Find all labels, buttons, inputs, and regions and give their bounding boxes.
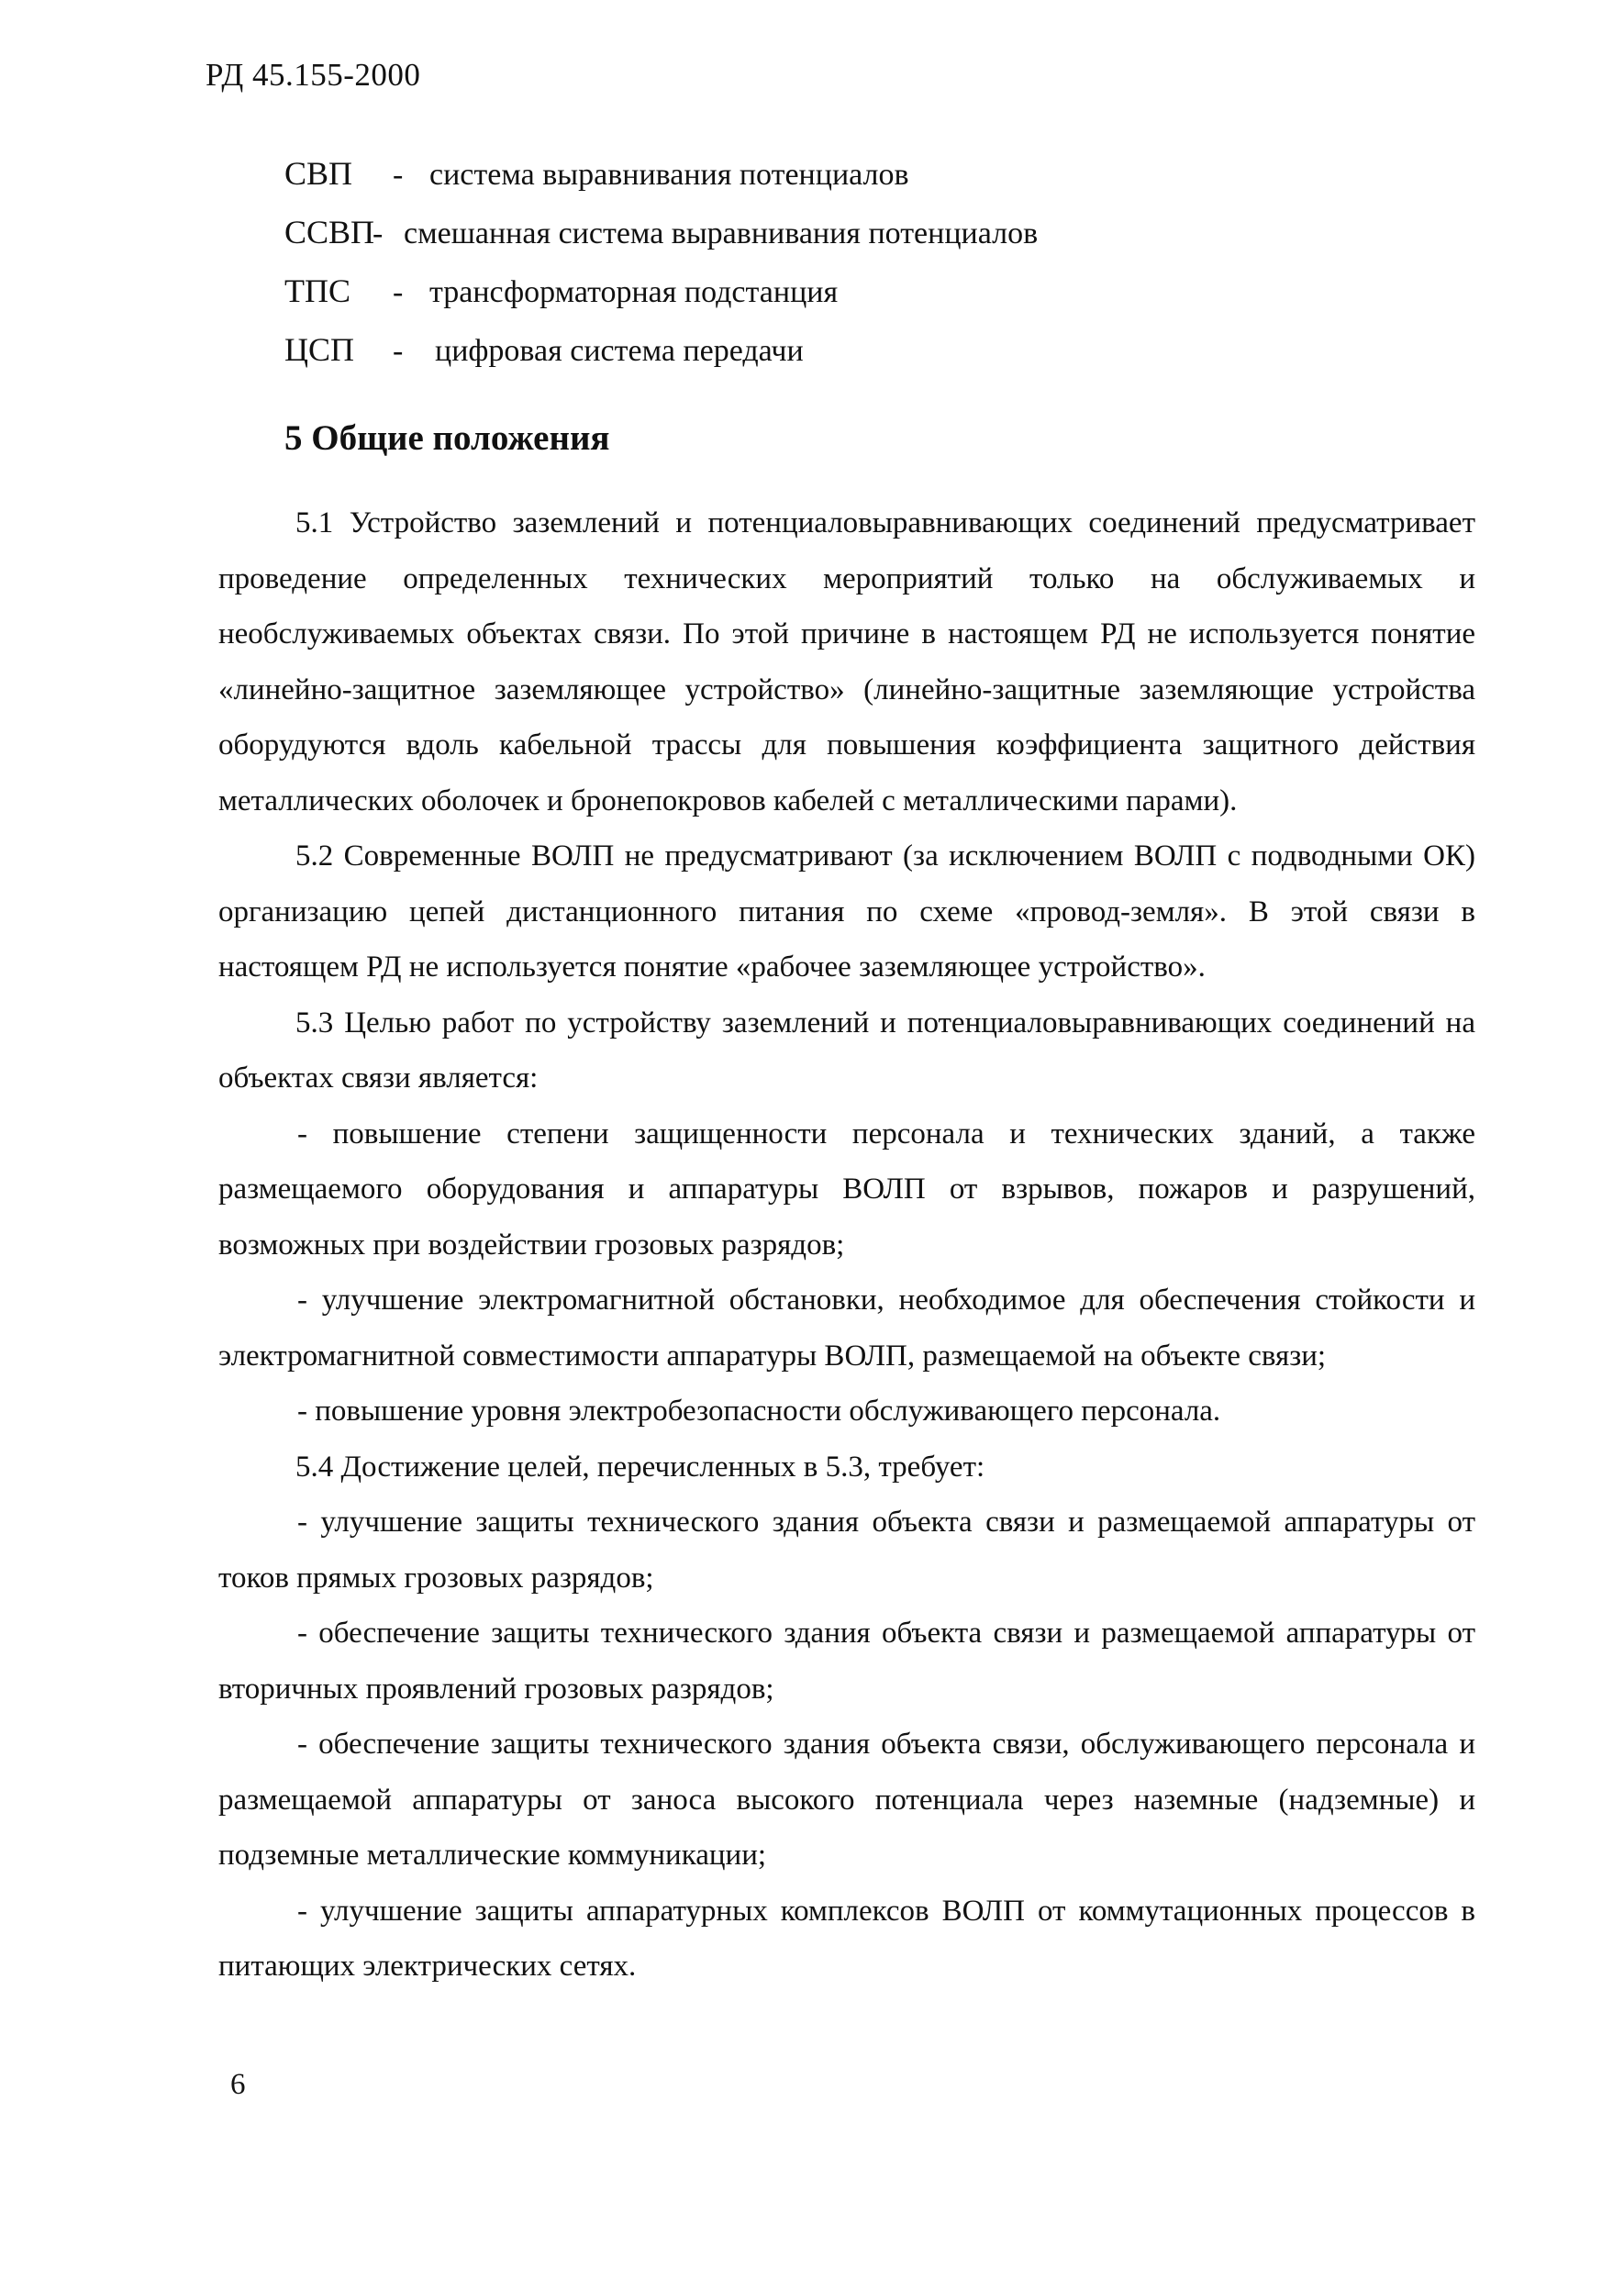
page-number: 6 bbox=[230, 2068, 246, 2101]
document-header: РД 45.155-2000 bbox=[206, 57, 421, 93]
paragraph-5-3: 5.3 Целью работ по устройству заземлений и потенциаловыравнивающих соединений на объектах связи является: bbox=[218, 1006, 1475, 1095]
abbreviation-separator: - bbox=[393, 275, 404, 309]
abbreviation-definition: система выравнивания потенциалов bbox=[429, 158, 909, 192]
paragraph-5-4: 5.4 Достижение целей, перечисленных в 5.3, требует: bbox=[295, 1450, 985, 1484]
list-item: - улучшение защиты аппаратурных комплексов ВОЛП от коммутационных процессов в питающих электрических сетях. bbox=[218, 1894, 1475, 1983]
abbreviation-row bbox=[284, 330, 1477, 389]
abbreviation-definition: цифровая система передачи bbox=[435, 334, 804, 368]
paragraph-5-1: 5.1 Устройство заземлений и потенциаловыравнивающих соединений предусматривает проведение определенных технических мероприятий только на обслуживаемых и необслуживаемых объектах связи. По этой причине в настоящем РД не используется понятие «линейно-защитное заземляющее устройство» (линейно-защитные заземляющие устройства оборудуются вдоль кабельной трассы для повышения коэффициента защитного действия металлических оболочек и бронепокровов кабелей с металлическими парами). bbox=[218, 506, 1475, 817]
list-item: - повышение степени защищенности персонала и технических зданий, а также размещаемого оборудования и аппаратуры ВОЛП от взрывов, пожаров и разрушений, возможных при воздействии грозовых разрядов; bbox=[218, 1117, 1475, 1262]
list-item: - улучшение электромагнитной обстановки, необходимое для обеспечения стойкости и электромагнитной совместимости аппаратуры ВОЛП, размещаемой на объекте связи; bbox=[218, 1284, 1475, 1373]
abbreviation-row bbox=[284, 272, 1477, 330]
abbreviation-row bbox=[284, 213, 1477, 272]
abbreviation-separator: - bbox=[393, 158, 404, 192]
paragraph-5-2: 5.2 Современные ВОЛП не предусматривают (за исключением ВОЛП с подводными ОК) организацию цепей дистанционного питания по схеме «провод-земля». В этой связи в настоящем РД не используется понятие «рабочее заземляющее устройство». bbox=[218, 839, 1475, 984]
abbreviation-definition: трансформаторная подстанция bbox=[429, 275, 839, 309]
abbreviation-term: ЦСП bbox=[284, 331, 355, 368]
list-item: - улучшение защиты технического здания объекта связи и размещаемой аппаратуры от токов прямых грозовых разрядов; bbox=[218, 1506, 1475, 1595]
abbreviation-separator: - bbox=[373, 217, 384, 250]
abbreviation-separator: - bbox=[393, 334, 404, 368]
abbreviation-definition: смешанная система выравнивания потенциалов bbox=[404, 217, 1039, 250]
list-item: - обеспечение защиты технического здания объекта связи и размещаемой аппаратуры от вторичных проявлений грозовых разрядов; bbox=[218, 1617, 1475, 1706]
abbreviation-list bbox=[284, 154, 1477, 389]
abbreviation-term: ТПС bbox=[284, 272, 350, 309]
body-text bbox=[218, 495, 1475, 1995]
abbreviation-term: СВП bbox=[284, 155, 353, 192]
list-item: - повышение уровня электробезопасности обслуживающего персонала. bbox=[297, 1395, 1221, 1428]
list-item: - обеспечение защиты технического здания объекта связи, обслуживающего персонала и размещаемой аппаратуры от заноса высокого потенциала через наземные (надземные) и подземные металлические коммуникации; bbox=[218, 1728, 1475, 1872]
abbreviation-row bbox=[284, 154, 1477, 213]
abbreviation-term: ССВП bbox=[284, 214, 375, 250]
section-title: 5 Общие положения bbox=[284, 418, 610, 458]
